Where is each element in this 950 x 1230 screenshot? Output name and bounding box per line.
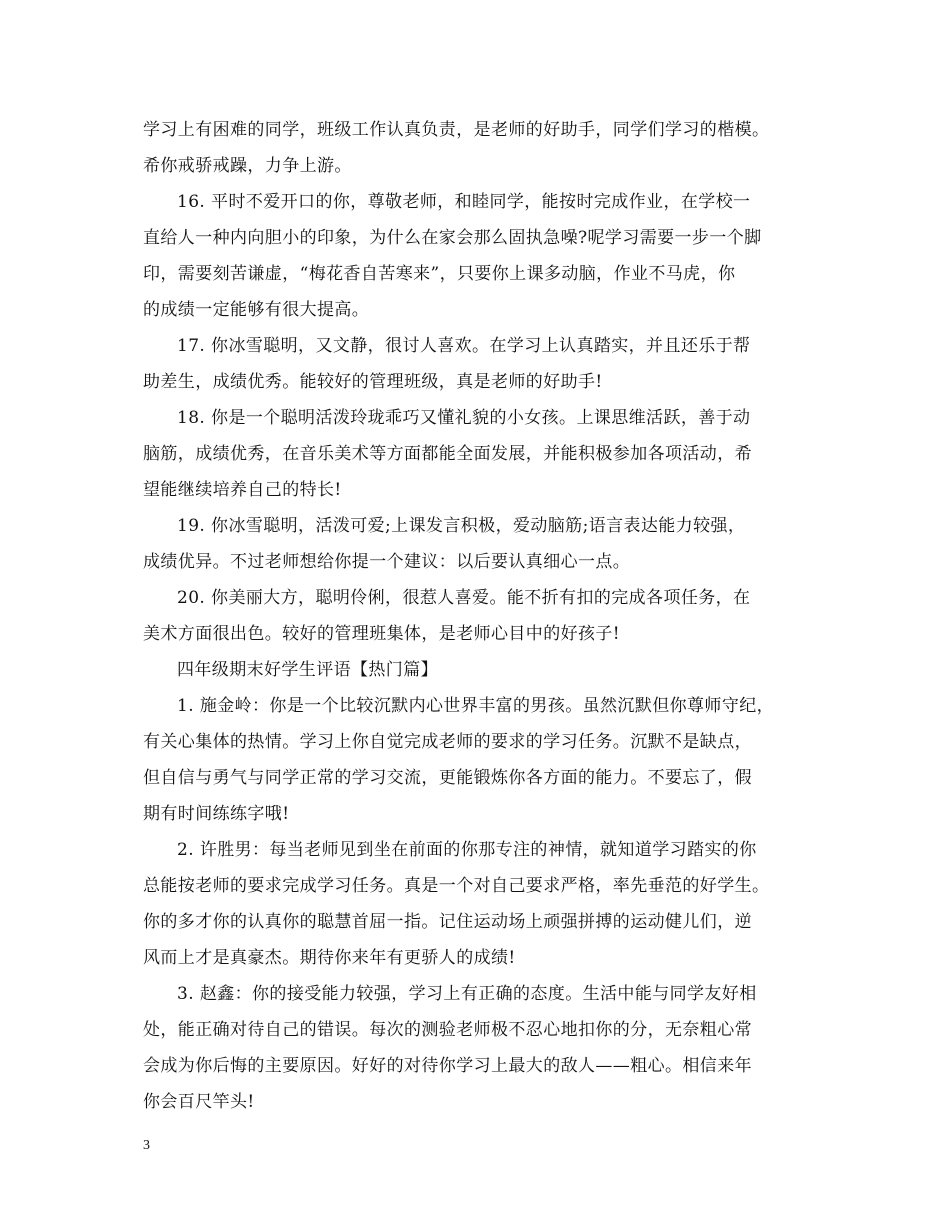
text-line: 希你戒骄戒躁，力争上游。 [143, 156, 352, 176]
document-body [143, 112, 815, 1120]
text-line: 望能继续培养自己的特长! [143, 480, 342, 500]
text-line: 处，能正确对待自己的错误。每次的测验老师极不忍心地扣你的分，无奈粗心常 [143, 1020, 752, 1040]
text-line: 学习上有困难的同学，班级工作认真负责，是老师的好助手，同学们学习的楷模。 [143, 120, 770, 140]
text-line: 成绩优异。不过老师想给你提一个建议：以后要认真细心一点。 [143, 552, 631, 572]
text-line: 期有时间练练字哦! [143, 804, 290, 824]
text-line: 总能按老师的要求完成学习任务。真是一个对自己要求严格，率先垂范的好学生。 [143, 876, 770, 896]
text-line: 20. 你美丽大方，聪明伶俐，很惹人喜爱。能不折有扣的完成各项任务，在 [177, 588, 751, 608]
text-line: 你会百尺竿头! [143, 1092, 255, 1112]
text-line: 3. 赵鑫：你的接受能力较强，学习上有正确的态度。生活中能与同学友好相 [177, 984, 757, 1004]
section-heading: 四年级期末好学生评语【热门篇】 [177, 660, 438, 680]
text-line: 风而上才是真豪杰。期待你来年有更骄人的成绩! [143, 948, 516, 968]
text-line: 印，需要刻苦谦虚，“梅花香自苦寒来”，只要你上课多动脑，作业不马虎，你 [143, 264, 736, 284]
text-line: 17. 你冰雪聪明，又文静，很讨人喜欢。在学习上认真踏实，并且还乐于帮 [177, 336, 751, 356]
text-line: 2. 许胜男：每当老师见到坐在前面的你那专注的神情，就知道学习踏实的你 [177, 840, 757, 860]
text-line: 但自信与勇气与同学正常的学习交流，更能锻炼你各方面的能力。不要忘了，假 [143, 768, 752, 788]
text-line: 18. 你是一个聪明活泼玲珑乖巧又懂礼貌的小女孩。上课思维活跃，善于动 [177, 408, 751, 428]
text-line: 有关心集体的热情。学习上你自觉完成老师的要求的学习任务。沉默不是缺点， [143, 732, 752, 752]
text-line: 16. 平时不爱开口的你，尊敬老师，和睦同学，能按时完成作业，在学校一 [177, 192, 751, 212]
text-line: 1. 施金岭：你是一个比较沉默内心世界丰富的男孩。虽然沉默但你尊师守纪， [177, 696, 775, 716]
text-line: 你的多才你的认真你的聪慧首屈一指。记住运动场上顽强拼搏的运动健儿们，逆 [143, 912, 752, 932]
text-line: 的成绩一定能够有很大提高。 [143, 300, 370, 320]
text-line: 美术方面很出色。较好的管理班集体，是老师心目中的好孩子! [143, 624, 621, 644]
text-line: 直给人一种内向胆小的印象，为什么在家会那么固执急噪?呢学习需要一步一个脚 [143, 228, 762, 248]
text-line: 会成为你后悔的主要原因。好好的对待你学习上最大的敌人——粗心。相信来年 [143, 1056, 752, 1076]
page-number: 3 [143, 1138, 150, 1153]
text-line: 助差生，成绩优秀。能较好的管理班级，真是老师的好助手! [143, 372, 603, 392]
text-line: 脑筋，成绩优秀，在音乐美术等方面都能全面发展，并能积极参加各项活动，希 [143, 444, 752, 464]
text-line: 19. 你冰雪聪明，活泼可爱;上课发言积极，爱动脑筋;语言表达能力较强， [177, 516, 746, 536]
